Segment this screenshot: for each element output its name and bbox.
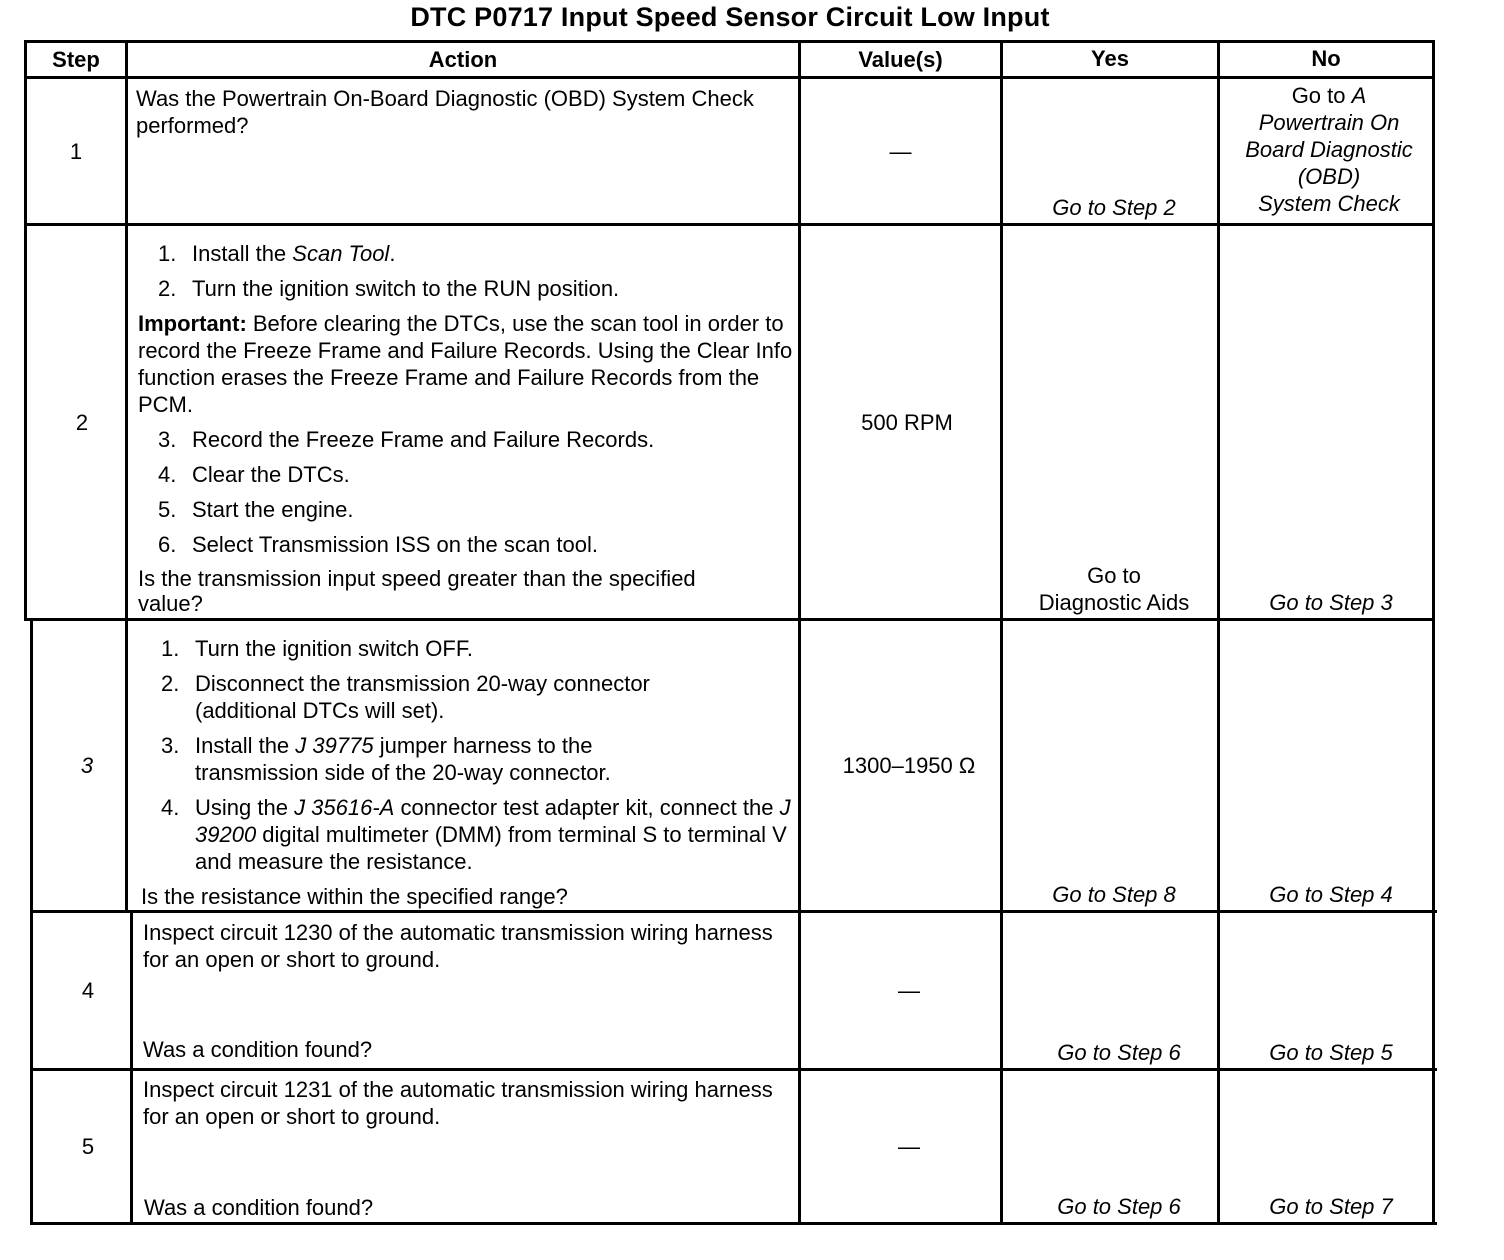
row-2-item-4: [158, 461, 793, 488]
row-2-item-3: [158, 426, 793, 453]
row-2-item-2-text: Turn the ignition switch to the RUN position.: [192, 276, 620, 301]
row-5-action: Inspect circuit 1231 of the automatic transmission wiring harness for an open or short to ground.: [143, 1077, 773, 1129]
row-1-no-link-a: A: [1351, 83, 1367, 108]
row-1-no-line-3: Board Diagnostic: [1245, 137, 1413, 162]
row-2-item-6-text: Select Transmission ISS on the scan tool.: [192, 532, 598, 557]
row-1-step: 1: [69, 138, 83, 164]
row-2-important-label: Important:: [138, 311, 247, 336]
row-3-yes: [1003, 621, 1225, 910]
row-2-item-1-pre: Install the: [192, 241, 293, 266]
row-5-question: Was a condition found?: [144, 1195, 374, 1220]
row-3-step: 3: [80, 753, 94, 778]
row-3-no: [1220, 621, 1442, 910]
row-1-no-line-1: [1220, 82, 1438, 109]
row-5-yes-text: Go to Step 6: [1057, 1194, 1181, 1219]
row-1-no: [1220, 82, 1438, 217]
row-2-item-6: [158, 531, 793, 558]
row-3-item-4-post: digital multimeter (DMM) from terminal S to terminal V and measure the resistance.: [195, 822, 787, 874]
row-3-item-4-tool2: J 39200: [195, 795, 791, 847]
row-5-yes: [1003, 1071, 1235, 1222]
header-yes: Yes: [1091, 46, 1129, 71]
row-3-item-3-num: 3.: [161, 733, 180, 758]
row-4-no-text: Go to Step 5: [1269, 1040, 1393, 1065]
table-border-bottom: [30, 1222, 1437, 1225]
row-2-no-text: Go to Step 3: [1269, 590, 1393, 615]
row-3-item-1-text: Turn the ignition switch OFF.: [195, 636, 473, 661]
row-5-no-text: Go to Step 7: [1269, 1194, 1393, 1219]
row-2-item-1-text: [192, 240, 793, 267]
row-1-no-prefix: Go to: [1291, 83, 1352, 108]
row-1-yes-text: Go to Step 2: [1052, 195, 1176, 220]
row-2-item-1-post: .: [389, 241, 396, 266]
row-3-item-3-tool: J 39775: [295, 733, 374, 758]
row-2-value: 500 RPM: [861, 409, 953, 435]
row-3-item-3: [161, 732, 796, 786]
row-2-important-text: Before clearing the DTCs, use the scan tool in order to record the Freeze Frame and Failure Records. Using the Clear Info function erases the Freeze Frame and Failure Records from the PCM.: [138, 311, 793, 417]
row-5-no: [1220, 1071, 1442, 1222]
row-5-value: —: [898, 1134, 920, 1159]
header-no: No: [1311, 46, 1341, 71]
row-3-item-1-num: 1.: [161, 636, 180, 661]
page-title: DTC P0717 Input Speed Sensor Circuit Low Input: [410, 2, 1050, 32]
header-step: Step: [52, 47, 100, 72]
row-3-no-text: Go to Step 4: [1269, 882, 1393, 907]
row-4-yes: [1003, 913, 1235, 1068]
row-3-question: Is the resistance within the specified range?: [141, 884, 568, 909]
row-2-item-4-num: 4.: [158, 462, 177, 487]
row-2-item-5-num: 5.: [158, 497, 177, 522]
header-values: Value(s): [858, 47, 943, 72]
row-2-yes-line-1: Go to: [1087, 563, 1141, 588]
row-5-step: 5: [81, 1134, 95, 1159]
row-2-item-1: [158, 240, 793, 267]
row-4-value: —: [898, 978, 920, 1003]
row-4-step: 4: [81, 978, 95, 1003]
row-4-action: Inspect circuit 1230 of the automatic transmission wiring harness for an open or short to ground.: [143, 920, 773, 972]
row-2-no: [1220, 226, 1442, 618]
row-3-item-4-mid: connector test adapter kit, connect the: [394, 795, 780, 820]
row-2-item-3-num: 3.: [158, 427, 177, 452]
row-3-item-4-pre: Using the: [195, 795, 295, 820]
row-4-no: [1220, 913, 1442, 1068]
row-2-yes-line-2: Diagnostic Aids: [1038, 590, 1190, 615]
row-2-question: Is the transmission input speed greater than the specified value?: [138, 566, 696, 616]
row-2-item-2: [158, 275, 793, 302]
row-2-action: [138, 240, 793, 616]
row-2-item-4-text: Clear the DTCs.: [192, 462, 350, 487]
row-3-item-4-tool: J 35616-A: [294, 795, 395, 820]
row-3-item-4-text: [195, 794, 796, 875]
row-3-item-3-pre: Install the: [195, 733, 296, 758]
row-2-step: 2: [75, 409, 89, 435]
row-2-item-3-text: Record the Freeze Frame and Failure Records.: [192, 427, 655, 452]
row-3-item-2-num: 2.: [161, 671, 180, 696]
row-2-item-6-num: 6.: [158, 532, 177, 557]
row-1-no-line-4: (OBD): [1297, 164, 1361, 189]
row-3-item-2: [161, 670, 796, 724]
row-3-item-3-text: [195, 732, 796, 786]
row-1-value: —: [889, 138, 912, 164]
row-3-item-3-post: jumper harness to the transmission side of the 20-way connector.: [195, 733, 611, 785]
row-3-yes-text: Go to Step 8: [1052, 882, 1176, 907]
row-3-item-4: [161, 794, 796, 875]
row-2-item-1-num: 1.: [158, 241, 177, 266]
row-2-item-5: [158, 496, 793, 523]
row-2-yes: [1003, 226, 1225, 618]
row-3-value: 1300–1950 Ω: [842, 753, 976, 778]
row-4-question: Was a condition found?: [143, 1037, 373, 1062]
row-2-important-note: [138, 310, 793, 418]
row-3-item-2-text: Disconnect the transmission 20-way connector (additional DTCs will set).: [195, 671, 650, 723]
row-1-yes: [1003, 79, 1225, 223]
row-3-item-4-num: 4.: [161, 795, 180, 820]
row-1-action: Was the Powertrain On-Board Diagnostic (OBD) System Check performed?: [136, 86, 754, 138]
row-3-item-1: [161, 635, 796, 662]
row-2-item-2-num: 2.: [158, 276, 177, 301]
row-3-action: [141, 635, 796, 910]
row-4-yes-text: Go to Step 6: [1057, 1040, 1181, 1065]
row-2-item-1-tool: Scan Tool: [292, 241, 390, 266]
row-1-no-line-5: System Check: [1258, 191, 1400, 216]
header-action: Action: [428, 47, 498, 72]
row-2-item-5-text: Start the engine.: [192, 497, 354, 522]
row-1-no-line-2: Powertrain On: [1258, 110, 1400, 135]
